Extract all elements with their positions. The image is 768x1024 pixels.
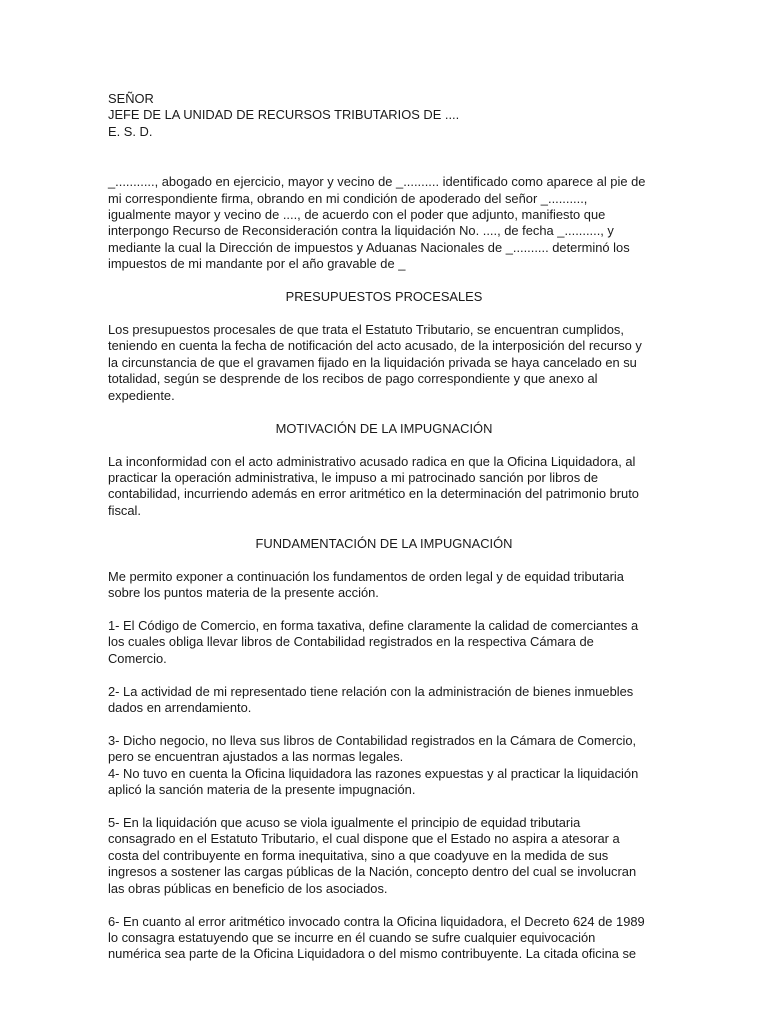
intro-paragraph: [108, 174, 660, 272]
intro-line: mi correspondiente firma, obrando en mi condición de apoderado del señor _..........,: [108, 190, 588, 206]
addressee-office: JEFE DE LA UNIDAD DE RECURSOS TRIBUTARIOS DE ....: [108, 107, 460, 123]
point-6: [108, 914, 660, 963]
point-line: las obras públicas en beneficio de los asociados.: [108, 880, 388, 896]
point-line: consagrado en el Estatuto Tributario, el cual dispone que el Estado no aspira a atesorar a: [108, 831, 620, 847]
point-line: lo consagra estatuyendo que se incurre en él cuando se sufre cualquier equivocación: [108, 929, 596, 945]
point-line: aplicó la sanción materia de la presente impugnación.: [108, 782, 416, 798]
point-line: 3- Dicho negocio, no lleva sus libros de Contabilidad registrados en la Cámara de Comercio,: [108, 732, 637, 748]
fundamentacion-intro: [108, 569, 660, 602]
presupuestos-line: la circunstancia de que el gravamen fijado en la liquidación privada se haya cancelado en su: [108, 354, 637, 370]
point-line: 1- El Código de Comercio, en forma taxativa, define claramente la calidad de comerciantes a: [108, 617, 639, 633]
point-line: 4- No tuvo en cuenta la Oficina liquidadora las razones expuestas y al practicar la liquidación: [108, 765, 639, 781]
motivacion-line: fiscal.: [108, 502, 141, 518]
intro-line: interpongo Recurso de Reconsideración contra la liquidación No. ...., de fecha _.........., y: [108, 223, 614, 239]
motivacion-line: contabilidad, incurriendo además en error aritmético en la determinación del patrimonio bruto: [108, 486, 639, 502]
presupuestos-line: teniendo en cuenta la fecha de notificación del acto acusado, de la interposición del recurso y: [108, 338, 642, 354]
intro-line: impuestos de mi mandante por el año gravable de _: [108, 256, 406, 272]
motivacion-paragraph: [108, 454, 660, 520]
presupuestos-heading: PRESUPUESTOS PROCESALES: [285, 289, 483, 305]
presupuestos-line: totalidad, según se desprende de los recibos de pago correspondiente y que anexo al: [108, 371, 598, 387]
addressee-block: [108, 91, 660, 140]
point-4: [108, 766, 660, 799]
point-line: numérica sea parte de la Oficina Liquidadora o del mismo contribuyente. La citada oficina se: [108, 946, 637, 962]
point-line: los cuales obliga llevar libros de Contabilidad registrados en la respectiva Cámara de: [108, 634, 594, 650]
intro-line: mediante la cual la Dirección de impuestos y Aduanas Nacionales de _.......... determinó los: [108, 239, 630, 255]
presupuestos-line: Los presupuestos procesales de que trata el Estatuto Tributario, se encuentran cumplidos,: [108, 322, 624, 338]
fundamentacion-heading: FUNDAMENTACIÓN DE LA IMPUGNACIÓN: [255, 535, 513, 551]
point-2: [108, 684, 660, 717]
motivacion-line: practicar la operación administrativa, le impuso a mi patrocinado sanción por libros de: [108, 469, 599, 485]
point-line: 5- En la liquidación que acuso se viola igualmente el principio de equidad tributaria: [108, 815, 581, 830]
intro-line: igualmente mayor y vecino de ...., de acuerdo con el poder que adjunto, manifiesto que: [108, 207, 606, 223]
point-line: 2- La actividad de mi representado tiene relación con la administración de bienes inmuebles: [108, 683, 634, 699]
addressee-title: SEÑOR: [108, 91, 154, 106]
motivacion-line: La inconformidad con el acto administrativo acusado radica en que la Oficina Liquidadora, al: [108, 453, 636, 469]
point-1: [108, 618, 660, 667]
point-line: costa del contribuyente en forma inequitativa, sino a que coadyuve en la medida de sus: [108, 847, 609, 863]
fundamentacion-line: sobre los puntos materia de la presente acción.: [108, 584, 379, 600]
point-3: [108, 733, 660, 766]
presupuestos-paragraph: [108, 322, 660, 404]
point-line: 6- En cuanto al error aritmético invocado contra la Oficina liquidadora, el Decreto 624 de 1989: [108, 913, 645, 929]
point-line: ingresos a sostener las cargas públicas de la Nación, concepto dentro del cual se involucran: [108, 864, 637, 880]
point-line: Comercio.: [108, 650, 167, 666]
presupuestos-line: expediente.: [108, 387, 175, 403]
fundamentacion-line: Me permito exponer a continuación los fundamentos de orden legal y de equidad tributaria: [108, 568, 624, 584]
point-line: dados en arrendamiento.: [108, 699, 252, 715]
document-page: [108, 91, 660, 963]
intro-line: _..........., abogado en ejercicio, mayor y vecino de _.......... identificado como aparece al pie de: [108, 174, 646, 190]
motivacion-heading: MOTIVACIÓN DE LA IMPUGNACIÓN: [275, 420, 493, 436]
addressee-esd: E. S. D.: [108, 123, 153, 139]
point-5: [108, 815, 660, 897]
point-line: pero se encuentran ajustados a las normas legales.: [108, 749, 404, 765]
